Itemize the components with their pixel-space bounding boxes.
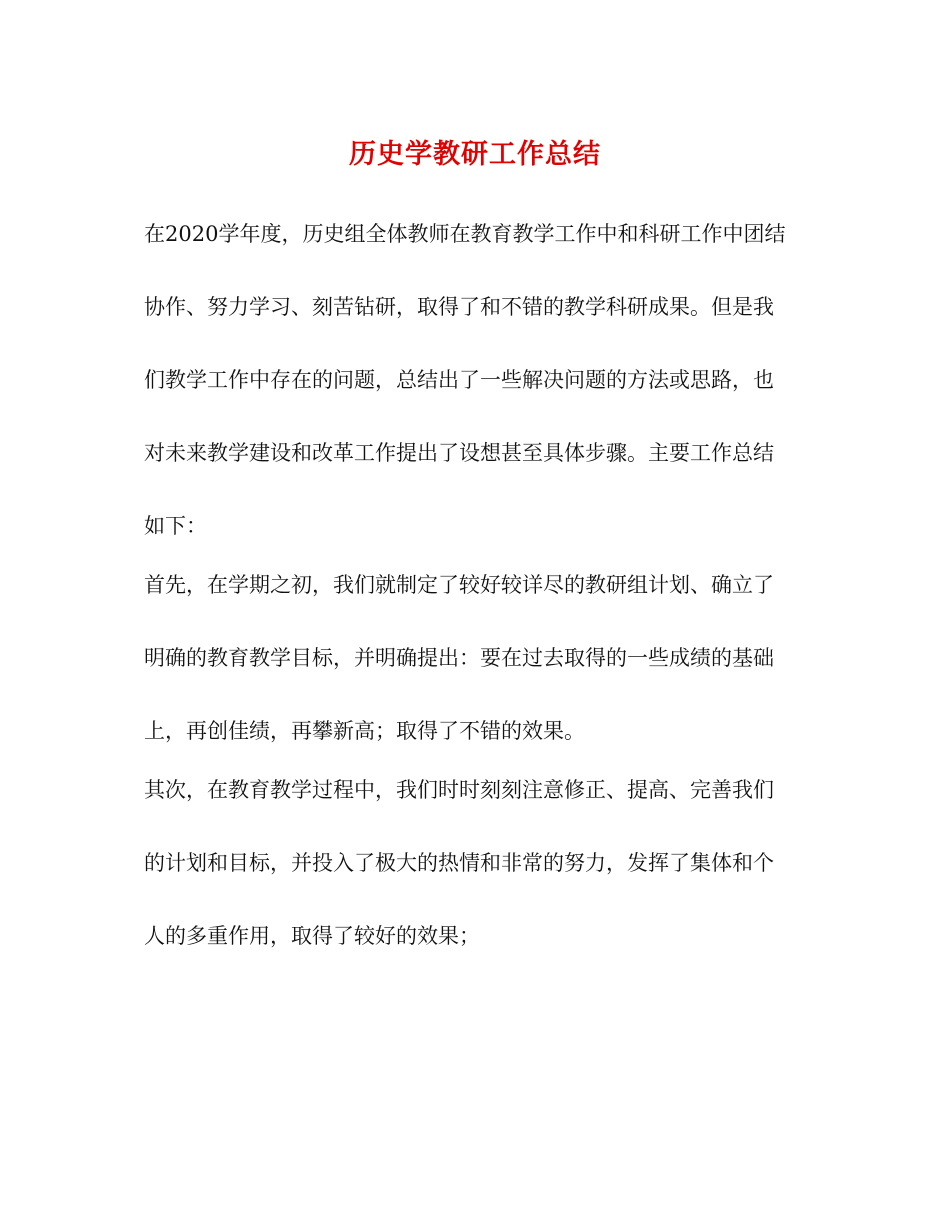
paragraph-1-line-1: 在2020学年度，历史组全体教师在教育教学工作中和科研工作中团结	[144, 222, 786, 246]
paragraph-2-line-2: 明确的教育教学目标，并明确提出：要在过去取得的一些成绩的基础	[144, 646, 774, 670]
document-title: 历史学教研工作总结	[349, 139, 601, 170]
paragraph-3-line-3: 人的多重作用，取得了较好的效果；	[144, 924, 480, 948]
paragraph-1-line-4: 对未来教学建设和改革工作提出了设想甚至具体步骤。主要工作总结	[144, 441, 774, 465]
paragraph-1-line-3: 们教学工作中存在的问题，总结出了一些解决问题的方法或思路，也	[144, 368, 774, 392]
paragraph-3-line-2: 的计划和目标，并投入了极大的热情和非常的努力，发挥了集体和个	[144, 851, 774, 875]
paragraph-2-line-3: 上，再创佳绩，再攀新高；取得了不错的效果。	[144, 719, 585, 743]
paragraph-2-line-1: 首先，在学期之初，我们就制定了较好较详尽的教研组计划、确立了	[144, 573, 774, 597]
paragraph-3-line-1: 其次，在教育教学过程中，我们时时刻刻注意修正、提高、完善我们	[144, 778, 774, 802]
paragraph-1-line-2: 协作、努力学习、刻苦钻研，取得了和不错的教学科研成果。但是我	[144, 295, 774, 319]
paragraph-1-line-5: 如下：	[144, 514, 207, 538]
